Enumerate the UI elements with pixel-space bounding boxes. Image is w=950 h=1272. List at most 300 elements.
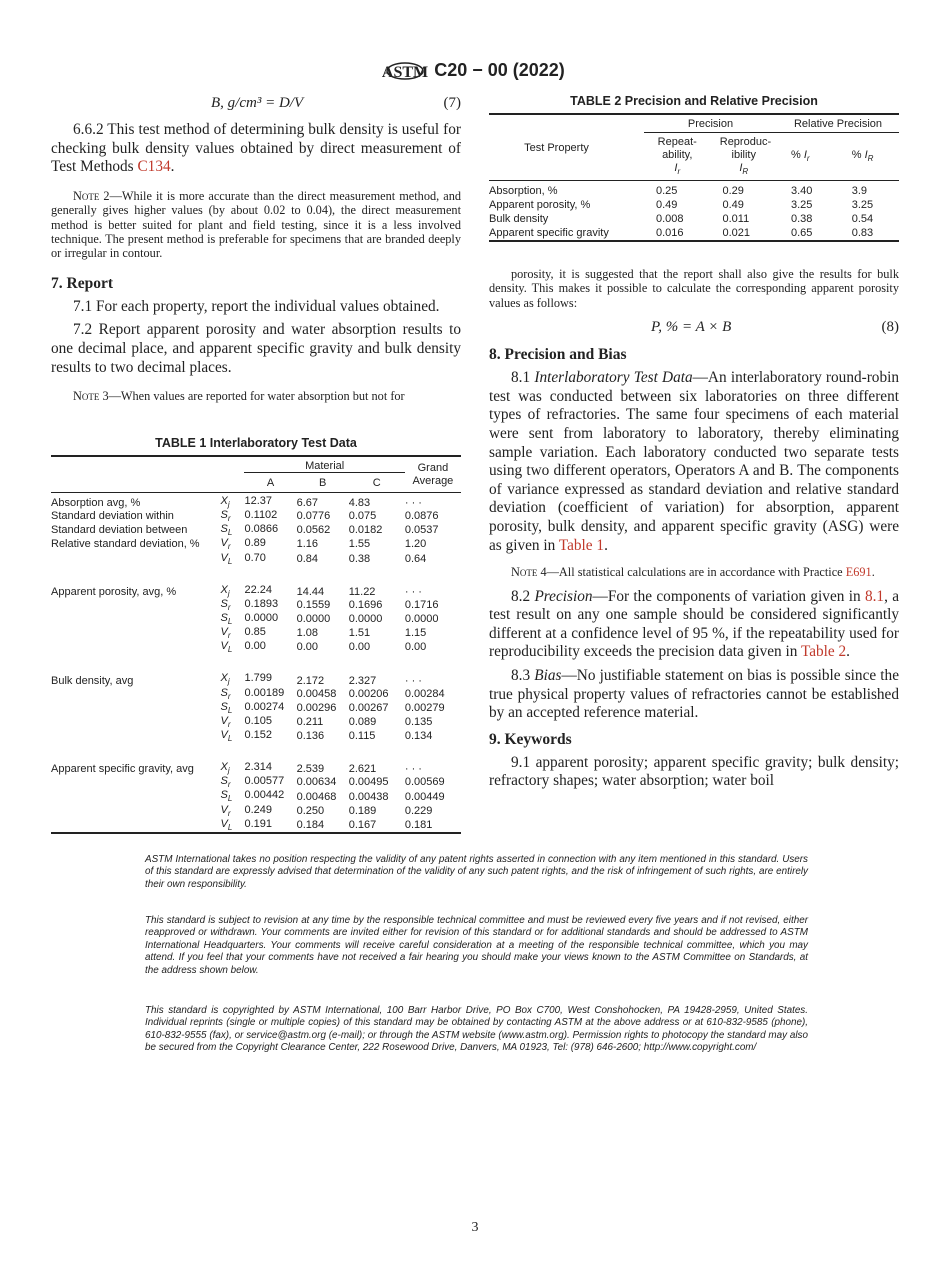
- row-label: Relative standard deviation, %: [51, 538, 200, 551]
- value-text: 0.00279: [404, 701, 445, 714]
- value-text: 0.0562: [296, 524, 331, 537]
- paragraph-8-3: [489, 667, 899, 723]
- symbol-subscript: j: [227, 588, 230, 598]
- value-text: 0.00: [404, 641, 427, 654]
- cell-value: [405, 775, 461, 789]
- value-text: 0.181: [404, 818, 433, 831]
- cell-value: [349, 509, 405, 523]
- value-text: 4.83: [348, 497, 371, 509]
- paragraph-8-2: [489, 588, 899, 662]
- table-row: [51, 818, 461, 833]
- symbol: $S_L$: [220, 789, 233, 804]
- symbol-subscript: r: [227, 808, 231, 818]
- paragraph-9-1: [489, 754, 899, 791]
- reference-link[interactable]: 8.1: [864, 587, 885, 605]
- symbol-subscript: r: [227, 720, 231, 730]
- cell-value: [405, 552, 461, 566]
- cell-value: [297, 612, 349, 626]
- cell-value: [405, 655, 461, 687]
- row-label: [51, 775, 244, 789]
- table-row: [51, 775, 461, 789]
- text-run: .: [846, 643, 850, 661]
- text-run: 8.2: [511, 587, 535, 605]
- value-text: 0.1696: [348, 598, 383, 611]
- value-text: 12.37: [244, 494, 272, 507]
- value-text: 0.1102: [244, 509, 278, 521]
- symbol: $X_j$: [220, 494, 230, 509]
- cell-value: [405, 493, 461, 510]
- cell-value: [405, 523, 461, 537]
- designation: C20 − 00 (2022): [434, 59, 565, 80]
- symbol: $S_r$: [220, 775, 231, 790]
- cell-value: [349, 729, 405, 743]
- table-row: [51, 701, 461, 715]
- table-row: [51, 789, 461, 803]
- symbol-subscript: L: [227, 823, 233, 832]
- text-run: .: [604, 536, 608, 554]
- cell-value: [297, 775, 349, 789]
- cell-value: [220, 537, 296, 552]
- cell-value: [349, 523, 405, 537]
- table-row: [51, 640, 461, 654]
- table-2-title: TABLE 2 Precision and Relative Precision: [570, 94, 818, 108]
- material-header: Material: [244, 456, 404, 473]
- symbol-subscript: r: [227, 780, 231, 790]
- table-row: [51, 509, 461, 523]
- table-row: [51, 743, 461, 775]
- cell-value: [297, 655, 349, 687]
- cell-value: 3.25: [851, 199, 874, 212]
- text-run: Note: [73, 188, 100, 203]
- cell-value: [297, 598, 349, 612]
- column-header-symbol: [711, 162, 778, 178]
- cell-value: [349, 743, 405, 775]
- text-run: 8.3: [511, 666, 535, 684]
- table-1-title: TABLE 1 Interlaboratory Test Data: [155, 436, 357, 450]
- value-text: 11.22: [348, 585, 376, 598]
- cell-value: [297, 566, 349, 598]
- value-text: 0.00495: [348, 776, 389, 789]
- value-text: 1.16: [296, 538, 319, 551]
- cell-value: [220, 626, 296, 641]
- symbol: $X_j$: [220, 583, 230, 598]
- table-2: [489, 94, 899, 242]
- table-row: [51, 537, 461, 551]
- row-label: Absorption avg, %: [51, 497, 141, 509]
- symbol: $S_L$: [220, 700, 233, 715]
- cell-value: [405, 626, 461, 640]
- paragraph-7-1: [51, 298, 461, 317]
- value-text: 0.00274: [244, 700, 285, 713]
- column-header-text: %: [851, 149, 865, 161]
- cell-value: [297, 818, 349, 833]
- symbol-subscript: j: [227, 766, 230, 776]
- symbol: $V_L$: [220, 729, 233, 744]
- cell-value: 0.011: [722, 213, 750, 226]
- symbol: $V_r$: [220, 803, 231, 818]
- cell-value: [349, 701, 405, 715]
- cell-value: [220, 509, 296, 524]
- row-label: Apparent porosity, avg, %: [51, 585, 177, 598]
- value-text: 1.55: [348, 538, 371, 551]
- cell-value: [349, 715, 405, 729]
- cell-value: [297, 789, 349, 803]
- text-run: —An interlaboratory round-robin test was conducted between six laboratories on three different types of refractories. The same four specimens of each material were sent from laboratory to laboratory, thereby eliminating sample variation. Each laboratory conducted two separate tests using two different operators, Operators A and B. The components of variance expressed as standard deviation and relative standard deviation (coefficient of variation) for absorption, apparent porosity, bulk density, and apparent specific gravity (ASG) were as given in: [489, 369, 899, 554]
- cell-value: 3.9: [851, 185, 868, 198]
- symbol-subscript: j: [227, 500, 230, 509]
- cell-value: [405, 509, 461, 523]
- note-3-continued: [489, 267, 899, 310]
- left-column: [51, 95, 461, 404]
- value-text: 0.00267: [348, 701, 389, 714]
- cell-value: [349, 612, 405, 626]
- cell-value: [297, 509, 349, 523]
- value-text: 0.00: [296, 641, 319, 654]
- table-row: [51, 566, 461, 598]
- relative-precision-header: Relative Precision: [777, 114, 899, 133]
- value-text: 0.84: [296, 552, 319, 565]
- value-text: 0.00284: [404, 687, 445, 700]
- value-text: 1.08: [296, 627, 319, 640]
- row-label: Apparent porosity, %: [489, 199, 591, 212]
- value-text: 0.00189: [244, 686, 285, 699]
- table-row: [51, 687, 461, 701]
- cell-value: [405, 743, 461, 775]
- symbol: $S_L$: [220, 611, 233, 627]
- column-header: [777, 133, 838, 181]
- symbol: $S_L$: [220, 523, 233, 538]
- cell-value: [297, 552, 349, 566]
- cell-value: 0.008: [656, 213, 684, 226]
- svg-text:ASTM: ASTM: [382, 64, 429, 81]
- value-text: 2.314: [244, 761, 272, 774]
- footer-revision-notice: This standard is subject to revision at any time by the responsible technical committee and must be reviewed every five years and if not revised, either reapproved or withdrawn. Your comments are invited either for revision of this standard or for additional standards and should be addressed to ASTM International Headquarters. Your comments will receive careful consideration at a meeting of the responsible technical committee, which you may attend. If you feel that your comments have not received a fair hearing you should make your views known to the ASTM Committee on Standards, at the address shown below.: [145, 915, 808, 976]
- value-text: 1.799: [244, 672, 272, 685]
- paragraph-7-2: [51, 321, 461, 377]
- column-header: C: [372, 477, 381, 489]
- value-text: 2.539: [296, 763, 325, 776]
- value-text: 0.184: [296, 818, 325, 831]
- symbol-subscript: L: [227, 617, 233, 627]
- table-row: [51, 552, 461, 566]
- table-row: [51, 626, 461, 640]
- value-text: 0.0866: [244, 523, 279, 536]
- table-row: [51, 804, 461, 818]
- table-row: [489, 212, 899, 226]
- symbol: $S_r$: [220, 597, 231, 612]
- symbol: $V_r$: [220, 714, 231, 730]
- value-text: 0.136: [296, 730, 325, 743]
- cell-value: 3.40: [791, 185, 813, 198]
- section-heading-report: 7. Report: [51, 274, 113, 292]
- cell-value: 0.83: [851, 227, 874, 240]
- symbol: $X_j$: [220, 672, 230, 687]
- text-run: 3—When values are reported for water absorption but not for: [99, 389, 405, 404]
- value-text: 0.250: [296, 804, 325, 817]
- cell-value: [405, 537, 461, 551]
- paragraph-8-1: [489, 369, 899, 555]
- cell-value: [349, 655, 405, 687]
- cell-value: [220, 566, 296, 598]
- value-text: 0.00442: [244, 789, 285, 802]
- precision-header: Precision: [644, 114, 777, 133]
- cell-value: [349, 493, 405, 510]
- value-text: · · ·: [404, 763, 422, 776]
- section-heading-precision-bias: 8. Precision and Bias: [489, 346, 627, 364]
- symbol-subscript: r: [806, 154, 810, 164]
- cell-value: 3.25: [791, 199, 813, 212]
- symbol: $I_R$: [739, 162, 749, 177]
- cell-value: 0.54: [851, 213, 874, 226]
- text-run: Bias: [534, 666, 562, 684]
- cell-value: [349, 687, 405, 701]
- table-1: [51, 436, 461, 834]
- text-run: 4—All statistical calculations are in accordance with Practice: [537, 565, 846, 580]
- cell-value: [220, 640, 296, 655]
- value-text: 2.172: [296, 674, 325, 687]
- column-header: [711, 133, 778, 181]
- column-header: [644, 133, 711, 181]
- cell-value: [349, 552, 405, 566]
- right-column: [489, 267, 899, 791]
- column-header-text: Repeat- ability,: [657, 136, 697, 161]
- cell-value: [405, 715, 461, 729]
- cell-value: [405, 598, 461, 612]
- cell-value: [220, 729, 296, 744]
- cell-value: [405, 804, 461, 818]
- cell-value: [349, 626, 405, 640]
- cell-value: [220, 597, 296, 612]
- value-text: 0.1559: [296, 598, 331, 611]
- cell-value: [220, 743, 296, 776]
- reference-link[interactable]: Table 1: [558, 536, 605, 554]
- text-run: —No justifiable statement on bias is possible since the true physical property values of refractories cannot be established by an accepted reference material.: [489, 666, 899, 722]
- row-label: Absorption, %: [489, 185, 558, 198]
- grand-average-header: Grand Average: [412, 461, 454, 487]
- equation-formula: B, g/cm³ = D/V: [211, 95, 304, 111]
- cell-value: [405, 818, 461, 833]
- symbol-subscript: r: [227, 602, 231, 612]
- cell-value: 0.65: [791, 227, 813, 240]
- footer-copyright-notice: This standard is copyrighted by ASTM International, 100 Barr Harbor Drive, PO Box C700, West Conshohocken, PA 19428-2959, United States. Individual reprints (single or multiple copies) of this standard may be obtained by contacting ASTM at the above address or at 610-832-9585 (phone), 610-832-9555 (fax), or service@astm.org (e-mail); or through the ASTM website (www.astm.org). Permission rights to photocopy the standard may also be secured from the Copyright Clearance Center, 222 Rosewood Drive, Danvers, MA 01923, Tel: (978) 646-2600; http://www.copyright.com/: [145, 1005, 808, 1054]
- column-header: A: [266, 477, 275, 489]
- cell-value: [297, 626, 349, 640]
- text-run: Note: [73, 389, 100, 404]
- value-text: 0.00449: [404, 790, 445, 803]
- equation-formula: P, % = A × B: [651, 319, 732, 336]
- cell-value: [220, 700, 296, 715]
- value-text: 0.00458: [296, 687, 337, 700]
- property-header: Test Property: [524, 141, 589, 154]
- value-text: 0.00: [348, 641, 371, 654]
- row-label: Bulk density: [489, 213, 549, 226]
- value-text: 14.44: [296, 585, 325, 598]
- value-text: 0.00296: [296, 701, 337, 714]
- symbol-subscript: R: [867, 154, 874, 164]
- value-text: 0.135: [404, 715, 433, 728]
- value-text: 0.249: [244, 803, 272, 816]
- table-row: [51, 493, 461, 510]
- row-label: Standard deviation between: [51, 524, 188, 537]
- equation-number: (8): [881, 319, 899, 336]
- cell-value: [297, 537, 349, 551]
- cell-value: [220, 686, 296, 701]
- symbol-subscript: L: [227, 645, 233, 655]
- cell-value: [220, 493, 296, 510]
- symbol-subscript: L: [227, 794, 233, 804]
- value-text: 0.191: [244, 817, 272, 830]
- reference-link[interactable]: Table 2: [800, 643, 847, 661]
- row-label: [51, 818, 244, 833]
- cell-value: [297, 701, 349, 715]
- cell-value: [220, 714, 296, 730]
- paragraph-6-6-2: [51, 121, 461, 177]
- column-header: [838, 133, 899, 181]
- text-run: porosity, it is suggested that the report shall also give the results for bulk density. This makes it possible to calculate the corresponding apparent porosity values as follows:: [489, 267, 899, 310]
- row-label: Apparent specific gravity: [489, 227, 609, 240]
- value-text: 0.211: [296, 715, 324, 728]
- value-text: 0.189: [348, 804, 377, 817]
- cell-value: [297, 493, 349, 510]
- table-row: [489, 226, 899, 241]
- value-text: 0.1716: [404, 598, 439, 611]
- value-text: 0.0000: [404, 613, 439, 626]
- cell-value: [220, 551, 296, 566]
- symbol-subscript: r: [227, 631, 231, 641]
- symbol: $I_r$: [674, 162, 681, 177]
- text-run: 2—While it is more accurate than the direct measurement method, and generally gives higher values (by about 0.02 to 0.04), the direct measurement method is better suited for plant and field testing, since it is a less involved technique. The present method is preferable for specimens that are branded deeply or irregular in contour.: [51, 188, 461, 261]
- cell-value: [297, 523, 349, 537]
- value-text: 0.105: [244, 714, 272, 727]
- row-label: [51, 598, 244, 612]
- value-text: 0.00438: [348, 790, 389, 803]
- text-run: —For the components of variation given in: [592, 587, 865, 605]
- value-text: 0.85: [244, 626, 266, 639]
- row-label: [51, 626, 244, 640]
- cell-value: 0.49: [656, 199, 678, 212]
- cell-value: [297, 804, 349, 818]
- row-label: [51, 552, 244, 566]
- cell-value: [405, 612, 461, 626]
- cell-value: [297, 640, 349, 654]
- cell-value: 0.38: [791, 213, 813, 226]
- cell-value: [297, 715, 349, 729]
- value-text: 0.00634: [296, 776, 337, 789]
- value-text: · · ·: [404, 674, 422, 687]
- text-run: 9.1 apparent porosity; apparent specific gravity; bulk density; refractory shapes; water absorption; water boil: [489, 753, 899, 790]
- text-run: 7.2 Report apparent porosity and water absorption results to one decimal place, and apparent specific gravity and bulk density results to two decimal places.: [51, 321, 461, 376]
- note-4: [489, 565, 899, 579]
- symbol: $S_r$: [220, 686, 231, 701]
- cell-value: 0.021: [722, 227, 751, 240]
- text-run: , a test result on any one sample should be considered significantly different at a confidence level of 95 %, if the repeatability used for reproducibility exceeds the precision data given in: [489, 587, 899, 661]
- cell-value: 0.29: [722, 185, 744, 198]
- value-text: 0.0537: [404, 524, 439, 537]
- table-row: [51, 715, 461, 729]
- symbol: $V_r$: [220, 537, 231, 552]
- value-text: · · ·: [404, 585, 422, 598]
- cell-value: [405, 640, 461, 654]
- value-text: · · ·: [404, 497, 422, 509]
- value-text: 0.152: [244, 729, 272, 742]
- value-text: 0.0000: [296, 613, 331, 626]
- cell-value: [220, 789, 296, 804]
- equation-7: [51, 95, 461, 115]
- cell-value: [297, 729, 349, 743]
- cell-value: [349, 818, 405, 833]
- value-text: 0.115: [348, 730, 376, 743]
- value-text: 0.0182: [348, 524, 383, 537]
- value-text: 0.1893: [244, 597, 279, 610]
- value-text: 6.67: [296, 497, 319, 509]
- cell-value: [349, 566, 405, 598]
- reference-link[interactable]: E691: [845, 565, 872, 580]
- cell-value: [405, 729, 461, 743]
- value-text: 0.89: [244, 537, 266, 550]
- page-header: [0, 56, 950, 86]
- section-heading-keywords: 9. Keywords: [489, 730, 572, 748]
- column-header-text: %: [791, 149, 804, 161]
- cell-value: [405, 566, 461, 598]
- value-text: 1.51: [348, 627, 371, 640]
- header-spacer: [51, 456, 244, 473]
- row-label: [51, 701, 244, 715]
- symbol: $I_R$: [864, 149, 874, 164]
- value-text: 0.00569: [404, 776, 445, 789]
- symbol: $X_j$: [220, 761, 230, 776]
- symbol-subscript: j: [227, 677, 230, 687]
- table-header-row: [51, 456, 461, 473]
- symbol-subscript: r: [227, 691, 231, 701]
- reference-link[interactable]: C134: [137, 158, 171, 176]
- table-row: [51, 729, 461, 743]
- value-text: 1.20: [404, 538, 427, 551]
- table-row: [51, 655, 461, 687]
- cell-value: [405, 789, 461, 803]
- symbol: $V_L$: [220, 640, 233, 655]
- cell-value: [405, 687, 461, 701]
- row-label: Apparent specific gravity, avg: [51, 763, 194, 776]
- note-2: [51, 189, 461, 261]
- row-label: Standard deviation within: [51, 510, 174, 523]
- cell-value: [220, 611, 296, 627]
- table-header-row: [51, 473, 461, 493]
- footer-patent-notice: ASTM International takes no position respecting the validity of any patent rights asserted in connection with any item mentioned in this standard. Users of this standard are expressly advised that determination of the validity of any such patent rights, and the risk of infringement of such rights, are entirely their own responsibility.: [145, 854, 808, 890]
- value-text: 0.00468: [296, 790, 337, 803]
- symbol: $V_L$: [220, 551, 233, 566]
- table-row: [51, 523, 461, 537]
- value-text: 0.229: [404, 804, 433, 817]
- value-text: 0.089: [348, 715, 377, 728]
- value-text: 0.0000: [244, 611, 279, 624]
- text-run: Note: [511, 565, 538, 580]
- text-run: 6.6.2 This test method of determining bulk density is useful for checking bulk density values obtained by direct measurement of Test Methods: [51, 121, 461, 176]
- equation-8: [489, 319, 899, 339]
- column-header-text: Reproduc- ibility: [719, 136, 772, 161]
- symbol-subscript: r: [227, 542, 231, 552]
- cell-value: [349, 640, 405, 654]
- cell-value: [220, 523, 296, 538]
- value-text: 0.134: [404, 730, 433, 743]
- cell-value: [220, 775, 296, 790]
- cell-value: [349, 537, 405, 551]
- symbol: $S_r$: [220, 509, 231, 524]
- value-text: 0.167: [348, 818, 377, 831]
- text-run: 8.1: [511, 369, 535, 387]
- table-header-row: [489, 114, 899, 133]
- symbol: $I_r$: [803, 149, 810, 164]
- value-text: 0.64: [404, 552, 427, 565]
